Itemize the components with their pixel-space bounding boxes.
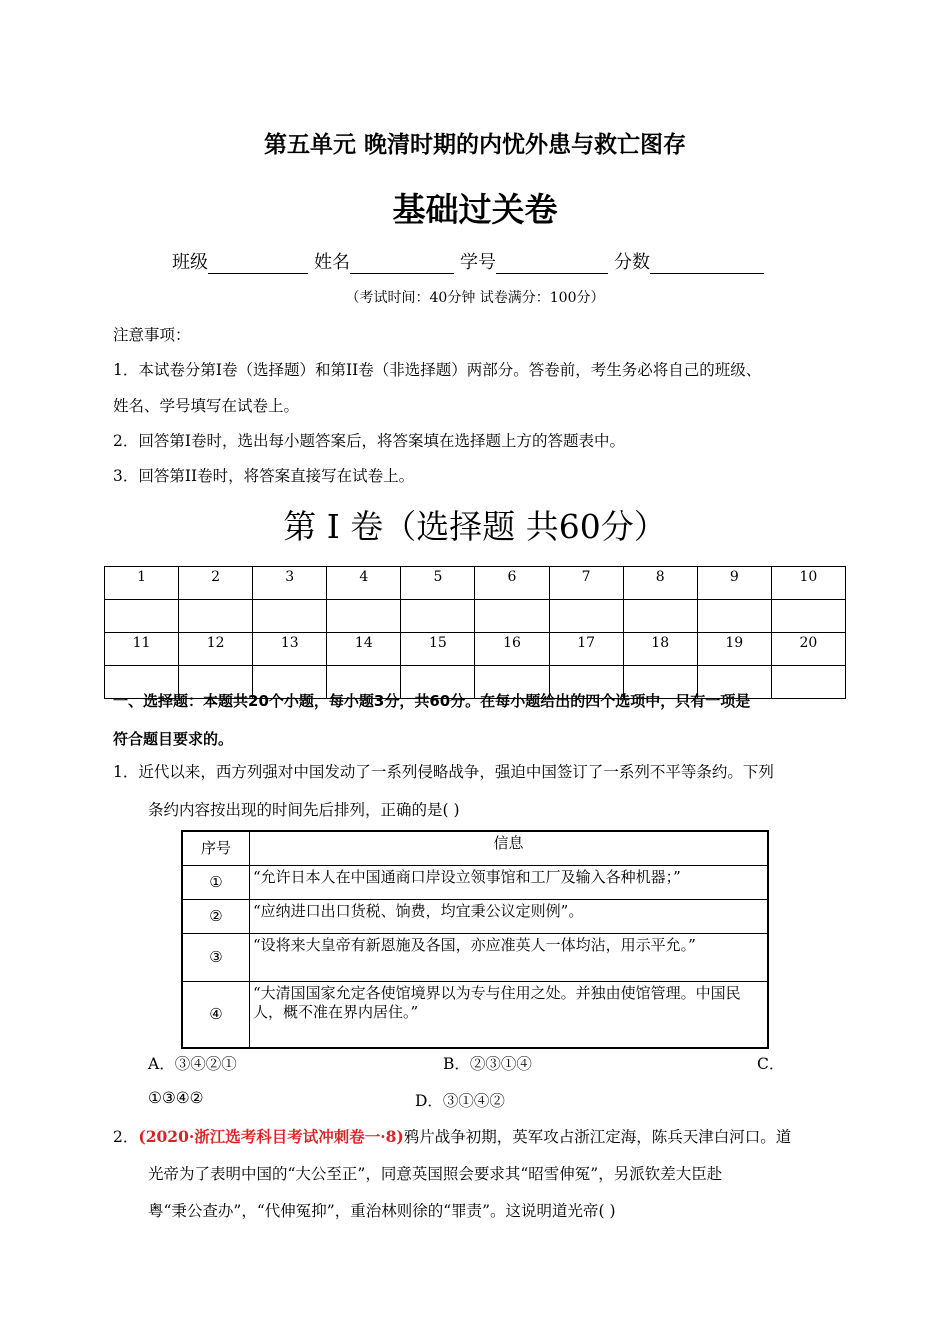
q2-number: 2．: [113, 1128, 139, 1146]
option-d[interactable]: D．③①④②: [415, 1092, 505, 1110]
note-item: 姓名、学号填写在试卷上。: [113, 397, 300, 415]
answer-number: 19: [697, 633, 771, 666]
answer-number: 13: [253, 633, 327, 666]
time-note: （考试时间：40分钟 试卷满分：100分）: [345, 290, 605, 306]
answer-number: 9: [697, 567, 771, 600]
paper-title: 基础过关卷: [392, 190, 558, 229]
answer-grid: [104, 566, 846, 699]
note-item: 1．本试卷分第I卷（选择题）和第II卷（非选择题）两部分。答卷前，考生务必将自己的班级、: [113, 361, 762, 379]
header-index: 序号: [182, 831, 250, 865]
answer-number-row: [105, 633, 846, 666]
option-c[interactable]: C．: [757, 1055, 785, 1073]
answer-number: 5: [401, 567, 475, 600]
row-info: “允许日本人在中国通商口岸设立领事馆和工厂及输入各种机器；”: [250, 865, 769, 899]
answer-number: 16: [475, 633, 549, 666]
answer-number: 15: [401, 633, 475, 666]
id-label: 学号: [460, 252, 496, 273]
name-label: 姓名: [314, 252, 350, 273]
answer-number: 7: [549, 567, 623, 600]
section-instructions-cont: 符合题目要求的。: [113, 730, 234, 748]
answer-blank-row[interactable]: [105, 600, 846, 633]
answer-number: 12: [179, 633, 253, 666]
header-info: 信息: [250, 831, 769, 865]
student-info-fields: [172, 248, 770, 274]
option-c-value[interactable]: ①③④②: [148, 1089, 204, 1107]
id-blank[interactable]: [496, 255, 608, 274]
row-info: “应纳进口出口货税、饷费，均宜秉公议定则例”。: [250, 899, 769, 933]
score-blank[interactable]: [650, 255, 764, 274]
answer-number: 4: [327, 567, 401, 600]
q1-stem-cont: 条约内容按出现的时间先后排列，正确的是( ): [148, 801, 460, 819]
unit-title: 第五单元 晚清时期的内忧外患与救亡图存: [263, 132, 686, 158]
class-blank[interactable]: [208, 255, 308, 274]
score-label: 分数: [614, 252, 650, 273]
answer-number: 20: [771, 633, 845, 666]
q2-stem: [113, 1125, 791, 1147]
answer-number: 2: [179, 567, 253, 600]
row-index: ①: [182, 865, 250, 899]
option-b[interactable]: B．②③①④: [443, 1055, 532, 1073]
answer-number-row: [105, 567, 846, 600]
answer-number: 14: [327, 633, 401, 666]
q2-text: 鸦片战争初期，英军攻占浙江定海，陈兵天津白河口。道: [403, 1128, 792, 1146]
answer-number: 11: [105, 633, 179, 666]
q2-source: (2020·浙江选考科目考试冲刺卷一·8): [138, 1127, 404, 1146]
name-blank[interactable]: [350, 255, 454, 274]
q1-info-table: [181, 830, 769, 1049]
part1-heading: 第 I 卷（选择题 共60分）: [283, 507, 667, 546]
q2-stem-cont: 光帝为了表明中国的“大公至正”，同意英国照会要求其“昭雪伸冤”，另派钦差大臣赴: [148, 1165, 723, 1183]
row-index: ②: [182, 899, 250, 933]
note-item: 2．回答第I卷时，选出每小题答案后，将答案填在选择题上方的答题表中。: [113, 432, 625, 450]
q1-stem: 1．近代以来，西方列强对中国发动了一系列侵略战争，强迫中国签订了一系列不平等条约。下列: [113, 763, 774, 781]
answer-number: 6: [475, 567, 549, 600]
q2-stem-cont: 粤“秉公查办”，“代伸冤抑”，重治林则徐的“罪责”。这说明道光帝( ): [148, 1202, 616, 1220]
class-label: 班级: [172, 252, 208, 273]
answer-number: 10: [771, 567, 845, 600]
row-info: “设将来大皇帝有新恩施及各国，亦应准英人一体均沾，用示平允。”: [250, 933, 769, 981]
answer-number: 1: [105, 567, 179, 600]
option-a[interactable]: A．③④②①: [148, 1055, 237, 1073]
answer-number: 18: [623, 633, 697, 666]
row-index: ③: [182, 933, 250, 981]
section-instructions: 一、选择题：本题共20个小题，每小题3分，共60分。在每小题给出的四个选项中，只有一项是: [113, 692, 751, 710]
answer-number: 17: [549, 633, 623, 666]
answer-number: 3: [253, 567, 327, 600]
row-index: ④: [182, 981, 250, 1048]
row-info: “大清国国家允定各使馆境界以为专与住用之处。并独由使馆管理。中国民人，概不准在界内居住。”: [250, 981, 769, 1048]
answer-number: 8: [623, 567, 697, 600]
notes-heading: 注意事项：: [113, 326, 191, 344]
note-item: 3．回答第II卷时，将答案直接写在试卷上。: [113, 467, 415, 485]
